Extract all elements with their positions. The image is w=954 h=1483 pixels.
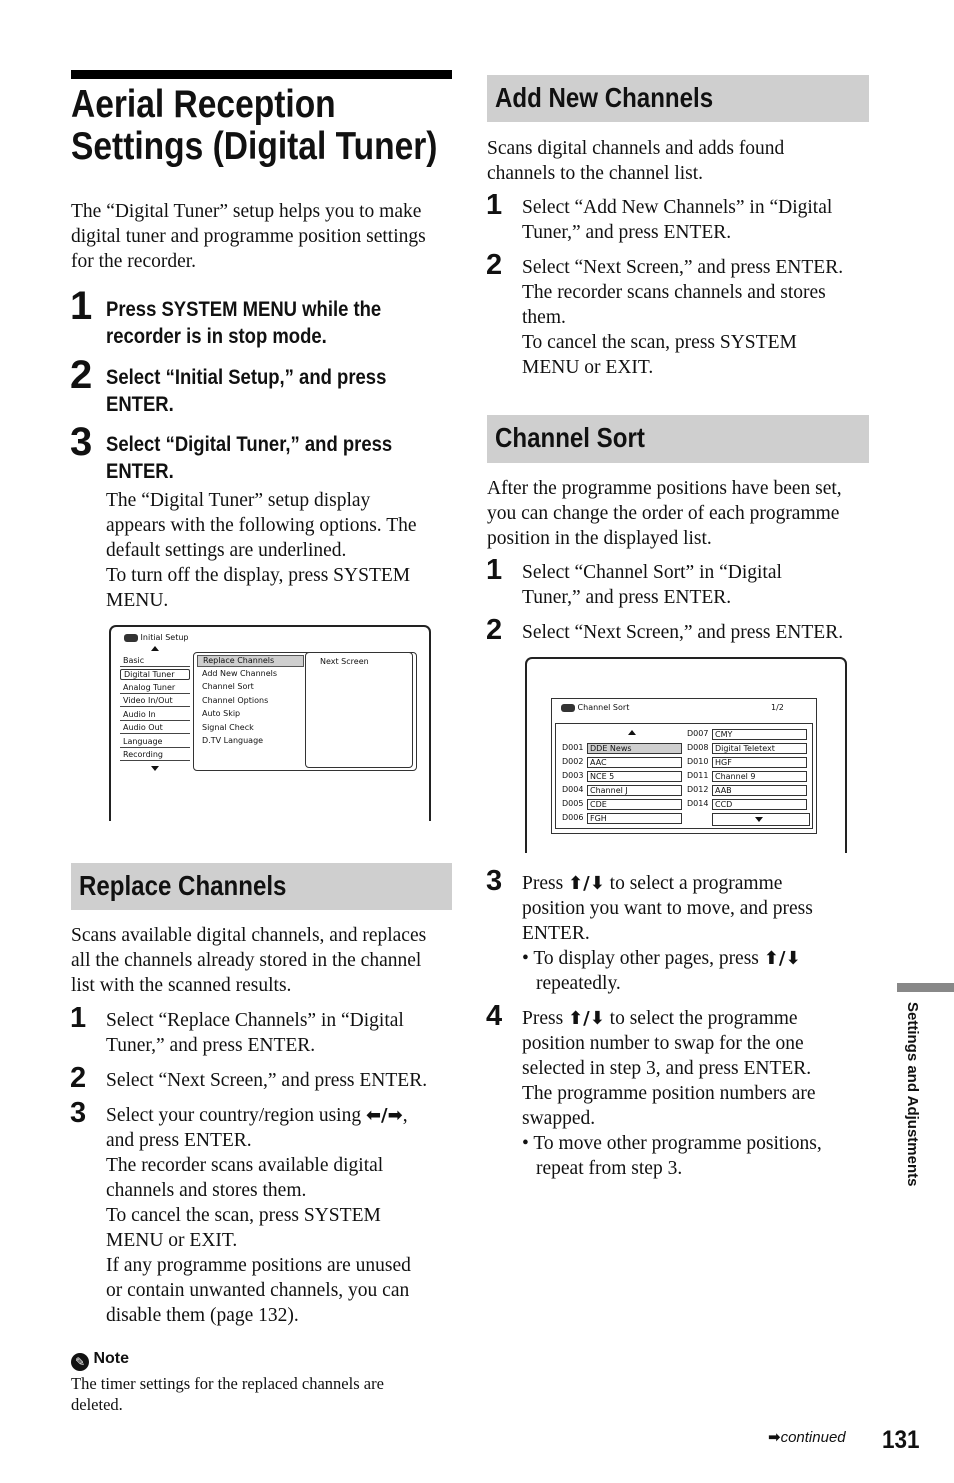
step-number: 3 bbox=[486, 865, 503, 897]
text-line: Tuner,” and press ENTER. bbox=[522, 222, 732, 243]
text-line: Press SYSTEM MENU while the bbox=[106, 298, 382, 321]
text-line: swapped. bbox=[522, 1108, 596, 1129]
channel-name-selected: DDE News bbox=[587, 743, 682, 754]
next-screen-label: Next Screen bbox=[320, 657, 369, 666]
text-line: or contain unwanted channels, you can bbox=[106, 1280, 410, 1301]
menu-item[interactable]: Recording bbox=[120, 750, 190, 761]
menu-item[interactable]: Audio Out bbox=[120, 723, 190, 734]
step-number: 1 bbox=[70, 284, 93, 328]
setup-icon bbox=[561, 704, 575, 712]
osd-title: Initial Setup bbox=[140, 633, 189, 642]
text-line: you can change the order of each programme bbox=[487, 503, 840, 524]
channel-number: D003 bbox=[562, 771, 584, 780]
text-line: Tuner,” and press ENTER. bbox=[106, 1035, 316, 1056]
intro-paragraph bbox=[71, 199, 426, 274]
text-line: channels and stores them. bbox=[106, 1180, 307, 1201]
scroll-up-icon bbox=[628, 730, 636, 735]
text-line: list with the scanned results. bbox=[71, 975, 292, 996]
step-number: 2 bbox=[486, 249, 503, 281]
step-text bbox=[106, 431, 392, 485]
page-indicator: 1/2 bbox=[771, 703, 784, 712]
menu-item[interactable]: Audio In bbox=[120, 710, 190, 721]
text-line: position you want to move, and press bbox=[522, 898, 813, 919]
step3-body bbox=[106, 488, 417, 613]
submenu-item[interactable]: Add New Channels bbox=[202, 669, 278, 678]
text-line: After the programme positions have been set, bbox=[487, 478, 842, 499]
note-heading bbox=[71, 1349, 129, 1371]
osd-header bbox=[561, 703, 629, 713]
text-line: appears with the following options. The bbox=[106, 515, 417, 536]
bullet-text: • To move other programme positions, bbox=[522, 1133, 822, 1154]
channel-name: AAC bbox=[587, 757, 682, 768]
text-line: digital tuner and programme position settings bbox=[71, 226, 426, 247]
text-line: all the channels already stored in the channel bbox=[71, 950, 422, 971]
menu-item[interactable]: Language bbox=[120, 737, 190, 748]
text-span: to select a programme bbox=[609, 873, 783, 894]
step-number: 3 bbox=[70, 420, 93, 464]
replace-intro bbox=[71, 923, 426, 998]
text-line: channels to the channel list. bbox=[487, 163, 704, 184]
bullet-text: • To display other pages, press bbox=[522, 948, 759, 969]
channel-name: CDE bbox=[587, 799, 682, 810]
up-down-arrow-icon: ⬆/⬇ bbox=[568, 873, 605, 894]
note-icon: ✎ bbox=[71, 1353, 89, 1371]
step-number: 4 bbox=[486, 1000, 503, 1032]
step-number: 2 bbox=[70, 353, 93, 397]
setup-icon bbox=[124, 634, 138, 642]
channel-number: D010 bbox=[687, 757, 709, 766]
scroll-down-box[interactable] bbox=[712, 813, 810, 826]
step-number: 1 bbox=[486, 189, 503, 221]
menu-item[interactable]: Video In/Out bbox=[120, 696, 190, 707]
text-line: If any programme positions are unused bbox=[106, 1255, 411, 1276]
text-line: Select “Replace Channels” in “Digital bbox=[106, 1010, 404, 1031]
channel-name: CCD bbox=[712, 799, 807, 810]
text-line: deleted. bbox=[71, 1395, 123, 1414]
text-line: To turn off the display, press SYSTEM bbox=[106, 565, 411, 586]
text-line: recorder is in stop mode. bbox=[106, 325, 327, 348]
initial-setup-screen bbox=[109, 625, 429, 821]
step-text: Select “Next Screen,” and press ENTER. bbox=[522, 622, 844, 643]
setup-menu bbox=[120, 656, 192, 766]
step-text: Select “Next Screen,” and press ENTER. bbox=[106, 1070, 428, 1091]
title-rule bbox=[71, 70, 452, 79]
channel-number: D002 bbox=[562, 757, 584, 766]
text-line: MENU. bbox=[106, 590, 169, 611]
text-line: ENTER. bbox=[106, 393, 174, 416]
step-text bbox=[106, 364, 386, 418]
submenu-item[interactable]: Auto Skip bbox=[202, 709, 241, 718]
text-line: and press ENTER. bbox=[106, 1130, 252, 1151]
replace-channels-heading: Replace Channels bbox=[79, 870, 287, 901]
osd-header bbox=[124, 633, 189, 643]
text-line: Select “Channel Sort” in “Digital bbox=[522, 562, 782, 583]
channel-name: NCE 5 bbox=[587, 771, 682, 782]
page-title-line-2: Settings (Digital Tuner) bbox=[71, 125, 438, 168]
channel-number: D014 bbox=[687, 799, 709, 808]
text-line: position number to swap for the one bbox=[522, 1033, 804, 1054]
up-down-arrow-icon: ⬆/⬇ bbox=[568, 1008, 605, 1029]
channel-name: CMY bbox=[712, 729, 807, 740]
channel-number: D008 bbox=[687, 743, 709, 752]
step-number: 2 bbox=[70, 1062, 87, 1094]
submenu bbox=[197, 655, 307, 765]
note-text bbox=[71, 1373, 384, 1415]
channel-number: D001 bbox=[562, 743, 584, 752]
text-line: position in the displayed list. bbox=[487, 528, 712, 549]
left-right-arrow-icon: ⬅/➡ bbox=[365, 1105, 403, 1126]
bullet-text: repeatedly. bbox=[536, 973, 621, 994]
text-line: ENTER. bbox=[522, 923, 590, 944]
text-span: Press bbox=[522, 873, 564, 894]
text-line: To cancel the scan, press SYSTEM bbox=[522, 332, 797, 353]
next-screen-panel[interactable] bbox=[305, 652, 413, 768]
channel-sort-heading: Channel Sort bbox=[495, 422, 645, 453]
page-number: 131 bbox=[882, 1426, 920, 1454]
text-span: Select your country/region using bbox=[106, 1105, 362, 1126]
channel-name: FGH bbox=[587, 813, 682, 824]
channel-name: Channel J bbox=[587, 785, 682, 796]
page-title-line-1: Aerial Reception bbox=[71, 83, 336, 126]
text-line: Select “Add New Channels” in “Digital bbox=[522, 197, 833, 218]
up-down-arrow-icon: ⬆/⬇ bbox=[763, 948, 801, 969]
step-number: 1 bbox=[486, 554, 503, 586]
step-number: 3 bbox=[70, 1097, 87, 1129]
channel-sort-screen bbox=[525, 657, 845, 853]
text-line: MENU or EXIT. bbox=[522, 357, 654, 378]
continued-label bbox=[768, 1429, 846, 1447]
text-span: , bbox=[402, 1105, 408, 1126]
step-text bbox=[522, 871, 813, 996]
side-tab-bar bbox=[897, 983, 954, 992]
text-line: MENU or EXIT. bbox=[106, 1230, 238, 1251]
text-line: default settings are underlined. bbox=[106, 540, 347, 561]
text-span: Press bbox=[522, 1008, 564, 1029]
step-text bbox=[522, 195, 832, 245]
channel-number: D005 bbox=[562, 799, 584, 808]
text-line: The “Digital Tuner” setup helps you to make bbox=[71, 201, 422, 222]
scroll-up-icon bbox=[151, 646, 159, 651]
scroll-down-icon bbox=[151, 766, 159, 771]
text-line: The timer settings for the replaced channels are bbox=[71, 1374, 384, 1393]
submenu-item[interactable]: Signal Check bbox=[202, 723, 254, 732]
text-line: To cancel the scan, press SYSTEM bbox=[106, 1205, 381, 1226]
step-text bbox=[522, 560, 782, 610]
channel-name: Digital Teletext bbox=[712, 743, 807, 754]
addnew-intro bbox=[487, 136, 784, 186]
note-label: Note bbox=[93, 1350, 130, 1367]
text-line: Scans available digital channels, and replaces bbox=[71, 925, 427, 946]
osd-title: Channel Sort bbox=[577, 703, 630, 712]
channel-number: D011 bbox=[687, 771, 709, 780]
side-tab-label: Settings and Adjustments bbox=[904, 1002, 921, 1187]
channel-number: D007 bbox=[687, 729, 709, 738]
bullet-text: repeat from step 3. bbox=[536, 1158, 683, 1179]
text-line: disable them (page 132). bbox=[106, 1305, 299, 1326]
submenu-item[interactable]: D.TV Language bbox=[202, 736, 264, 745]
text-line: Select “Next Screen,” and press ENTER. bbox=[522, 257, 844, 278]
text-span: to select the programme bbox=[609, 1008, 798, 1029]
text-line: The recorder scans channels and stores bbox=[522, 282, 826, 303]
step-text bbox=[106, 1103, 411, 1328]
text-line: ENTER. bbox=[106, 460, 174, 483]
step-number: 2 bbox=[486, 614, 503, 646]
step-text bbox=[106, 296, 381, 350]
channel-name: HGF bbox=[712, 757, 807, 768]
text-line: them. bbox=[522, 307, 566, 328]
step-text bbox=[106, 1008, 404, 1058]
page-title bbox=[71, 84, 437, 168]
text-line: selected in step 3, and press ENTER. bbox=[522, 1058, 812, 1079]
channel-number: D012 bbox=[687, 785, 709, 794]
submenu-item-selected[interactable]: Replace Channels bbox=[197, 655, 304, 667]
submenu-item[interactable]: Channel Sort bbox=[202, 682, 254, 691]
text-line: The programme position numbers are bbox=[522, 1083, 816, 1104]
channel-name: Channel 9 bbox=[712, 771, 807, 782]
step-number: 1 bbox=[70, 1002, 87, 1034]
menu-item[interactable]: Analog Tuner bbox=[120, 683, 190, 694]
continued-text: continued bbox=[780, 1429, 846, 1446]
text-line: The “Digital Tuner” setup display bbox=[106, 490, 371, 511]
channel-number: D006 bbox=[562, 813, 584, 822]
text-line: The recorder scans available digital bbox=[106, 1155, 384, 1176]
submenu-item[interactable]: Channel Options bbox=[202, 696, 269, 705]
add-new-channels-heading: Add New Channels bbox=[495, 82, 714, 113]
menu-item-selected[interactable]: Digital Tuner bbox=[120, 669, 190, 680]
text-line: Tuner,” and press ENTER. bbox=[522, 587, 732, 608]
step-text bbox=[522, 255, 843, 380]
channel-name: AAB bbox=[712, 785, 807, 796]
menu-item[interactable]: Basic bbox=[120, 656, 190, 667]
sort-intro bbox=[487, 476, 842, 551]
text-line: Select “Initial Setup,” and press bbox=[106, 366, 387, 389]
channel-number: D004 bbox=[562, 785, 584, 794]
arrow-right-icon: ➡ bbox=[768, 1429, 781, 1446]
text-line: Select “Digital Tuner,” and press bbox=[106, 433, 393, 456]
text-line: for the recorder. bbox=[71, 251, 197, 272]
step-text bbox=[522, 1006, 822, 1181]
text-line: Scans digital channels and adds found bbox=[487, 138, 785, 159]
